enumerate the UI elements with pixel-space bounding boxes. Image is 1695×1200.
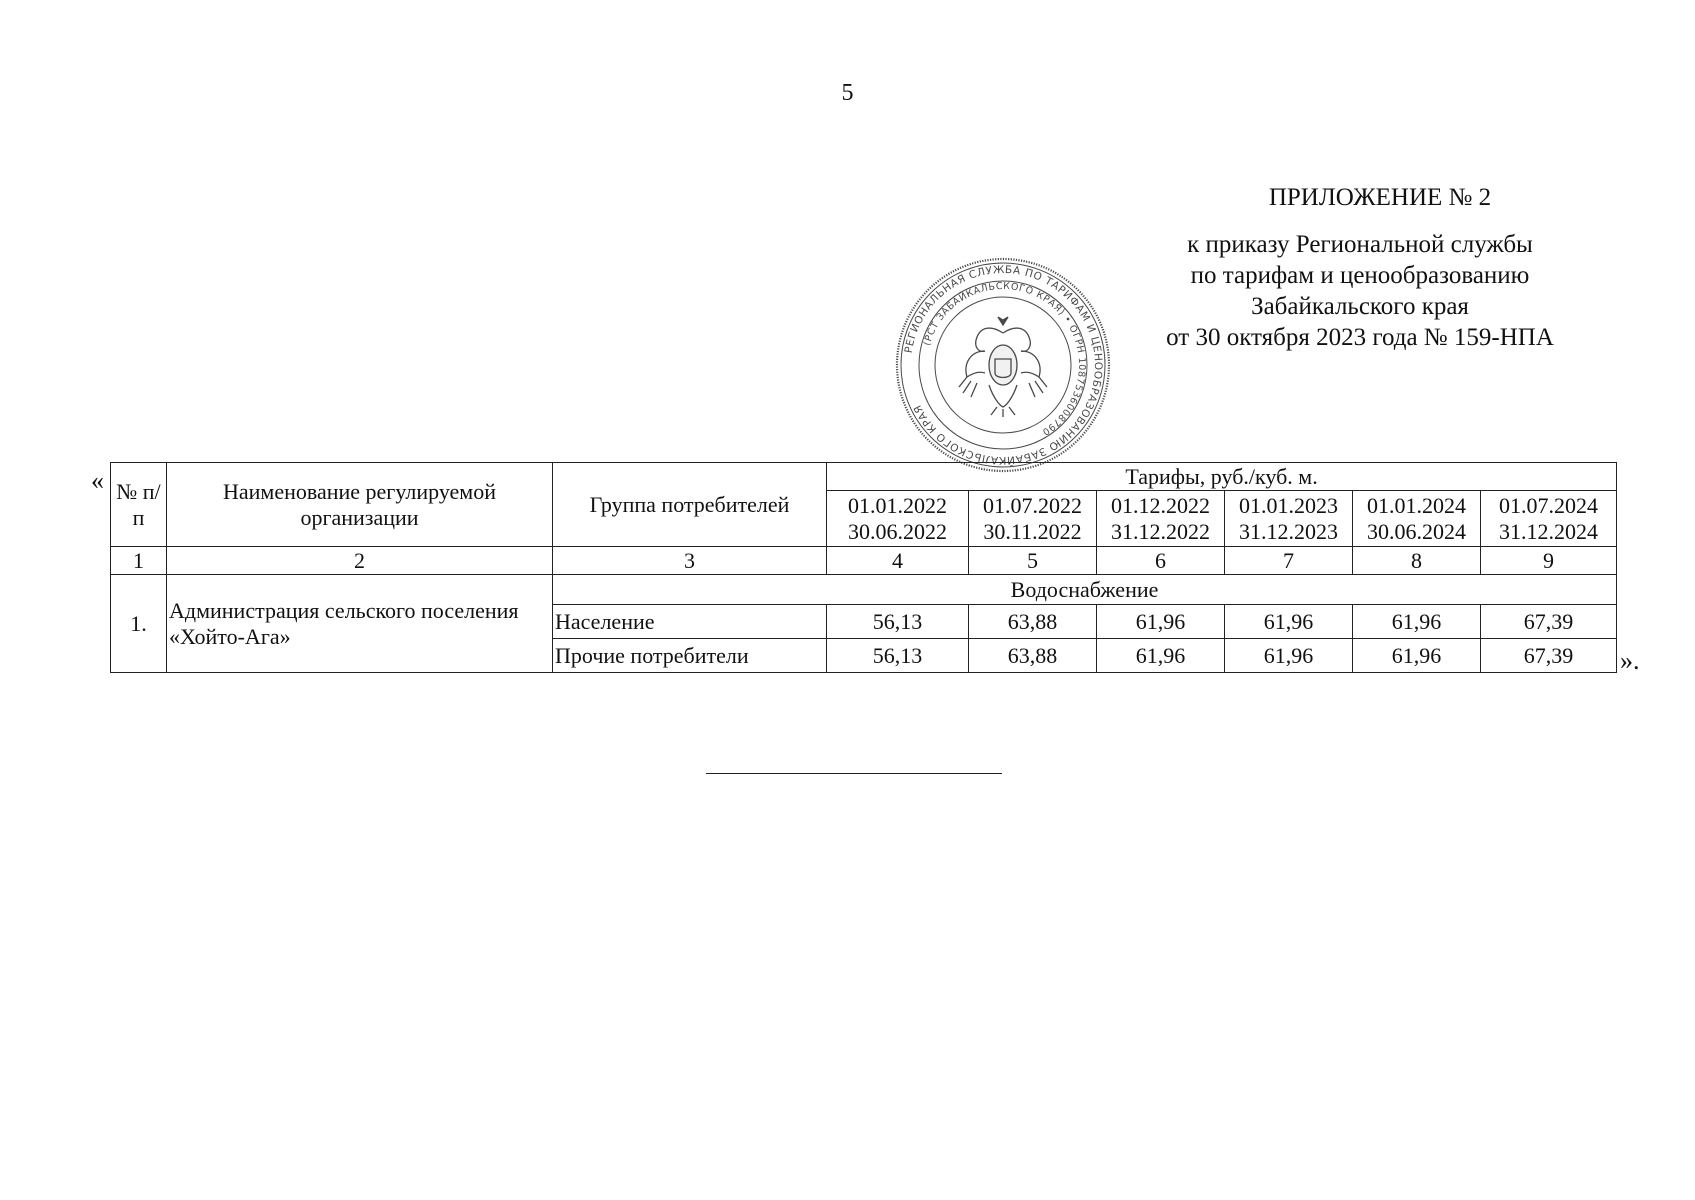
official-seal-stamp bbox=[893, 255, 1113, 475]
column-number: 5 bbox=[969, 547, 1097, 575]
period-header: 01.01.2024 30.06.2024 bbox=[1353, 491, 1481, 547]
tariff-value: 63,88 bbox=[969, 605, 1097, 639]
double-headed-eagle-icon bbox=[959, 317, 1047, 417]
tariff-table bbox=[110, 462, 1617, 673]
appendix-header bbox=[1120, 182, 1600, 353]
section-title: Водоснабжение bbox=[553, 575, 1617, 605]
header-tariffs: Тарифы, руб./куб. м. bbox=[827, 463, 1617, 491]
header-row bbox=[111, 463, 1617, 491]
row-number: 1. bbox=[111, 575, 167, 673]
tariff-value: 56,13 bbox=[827, 605, 969, 639]
column-number: 7 bbox=[1225, 547, 1353, 575]
appendix-line: по тарифам и ценообразованию bbox=[1190, 262, 1530, 289]
tariff-value: 61,96 bbox=[1225, 605, 1353, 639]
tariff-value: 67,39 bbox=[1481, 639, 1617, 673]
column-number: 3 bbox=[553, 547, 827, 575]
column-number: 1 bbox=[111, 547, 167, 575]
header-group: Группа потребителей bbox=[553, 463, 827, 547]
opening-quote: « bbox=[91, 466, 104, 495]
period-header: 01.07.2024 31.12.2024 bbox=[1481, 491, 1617, 547]
tariff-value: 61,96 bbox=[1097, 639, 1225, 673]
column-number: 8 bbox=[1353, 547, 1481, 575]
tariff-value: 61,96 bbox=[1225, 639, 1353, 673]
page-number: 5 bbox=[841, 80, 854, 106]
tariff-value: 61,96 bbox=[1097, 605, 1225, 639]
period-header: 01.12.2022 31.12.2022 bbox=[1097, 491, 1225, 547]
appendix-title: ПРИЛОЖЕНИЕ № 2 bbox=[1268, 184, 1492, 211]
tariff-value: 61,96 bbox=[1353, 605, 1481, 639]
seal-outer-text: РЕГИОНАЛЬНАЯ СЛУЖБА ПО ТАРИФАМ И ЦЕНООБРАЗОВАНИЮ ЗАБАЙКАЛЬСКОГО КРАЯ bbox=[902, 263, 1105, 467]
tariff-value: 67,39 bbox=[1481, 605, 1617, 639]
column-number: 4 bbox=[827, 547, 969, 575]
appendix-line: к приказу Региональной службы bbox=[1187, 231, 1533, 258]
seal-inner-text: (РСТ ЗАБАЙКАЛЬСКОГО КРАЯ) • ОГРН 1087536008790 bbox=[921, 280, 1088, 438]
period-header: 01.01.2022 30.06.2022 bbox=[827, 491, 969, 547]
organization-name: Администрация сельского поселения «Хойто-Ага» bbox=[167, 575, 553, 673]
period-header: 01.07.2022 30.11.2022 bbox=[969, 491, 1097, 547]
appendix-line: от 30 октября 2023 года № 159-НПА bbox=[1166, 324, 1554, 351]
period-header: 01.01.2023 31.12.2023 bbox=[1225, 491, 1353, 547]
consumer-group: Население bbox=[553, 605, 827, 639]
column-number: 9 bbox=[1481, 547, 1617, 575]
header-num: № п/п bbox=[111, 463, 167, 547]
appendix-line: Забайкальского края bbox=[1251, 293, 1469, 320]
tariff-value: 56,13 bbox=[827, 639, 969, 673]
consumer-group: Прочие потребители bbox=[553, 639, 827, 673]
tariff-value: 61,96 bbox=[1353, 639, 1481, 673]
closing-quote: ». bbox=[1620, 646, 1640, 675]
tariff-value: 63,88 bbox=[969, 639, 1097, 673]
header-org: Наименование регулируемой организации bbox=[167, 463, 553, 547]
table-row bbox=[111, 575, 1617, 605]
column-number: 6 bbox=[1097, 547, 1225, 575]
end-separator-line bbox=[706, 773, 1002, 774]
column-number-row bbox=[111, 547, 1617, 575]
column-number: 2 bbox=[167, 547, 553, 575]
